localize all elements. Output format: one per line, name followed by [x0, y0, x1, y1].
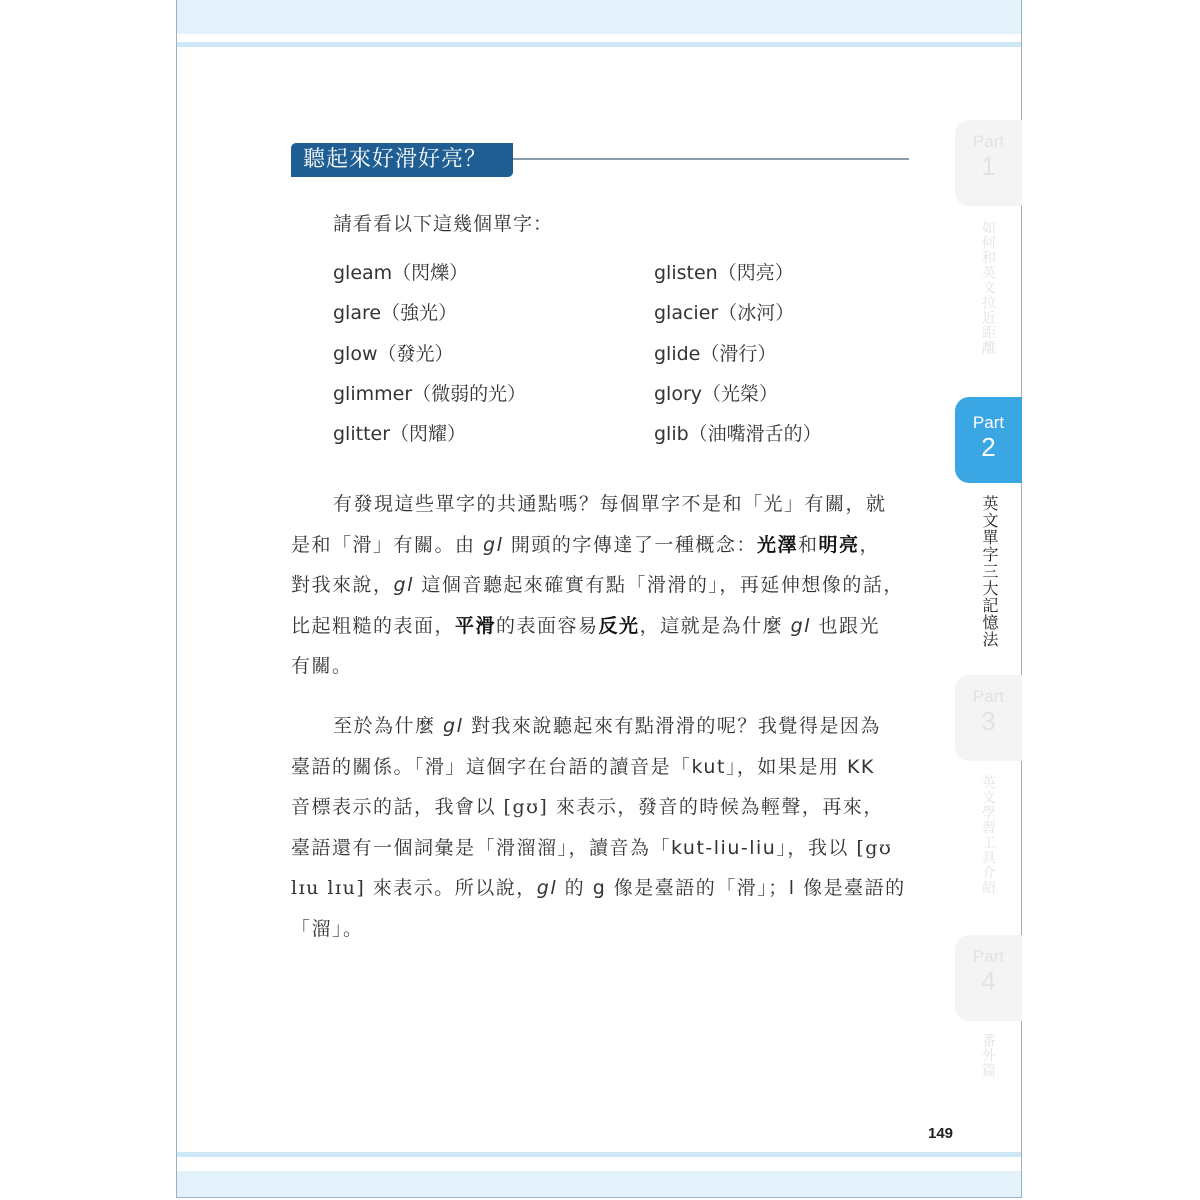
p2-line-2: 臺語的關係。「滑」這個字在台語的讀音是「kut」，如果是用 KK	[291, 755, 875, 778]
word-right-4: glory（光榮）	[654, 383, 779, 405]
word-left-4: glimmer（微弱的光）	[333, 383, 527, 405]
bottom-band-line	[177, 1152, 1021, 1157]
p2-line-1: 至於為什麼 gl 對我來說聽起來有點滑滑的呢？我覺得是因為	[333, 715, 881, 737]
p1-line-1: 有發現這些單字的共通點嗎？每個單字不是和「光」有關，就	[333, 493, 887, 515]
part-2-title: 英文單字三大記憶法	[980, 495, 999, 648]
p2-line-5: lɪu lɪu] 來表示。所以說，gl 的 g 像是臺語的「滑」；l 像是臺語的	[291, 877, 906, 899]
part-4-tab[interactable]	[955, 935, 1022, 1021]
part-2-tab[interactable]	[955, 397, 1022, 483]
paragraph-2	[291, 706, 911, 949]
paragraph-1	[291, 484, 911, 687]
part-2-label: Part	[972, 413, 1005, 432]
word-left-1: gleam（閃爍）	[333, 262, 469, 284]
word-left-3: glow（發光）	[333, 343, 454, 365]
part-3-label: Part	[972, 687, 1005, 706]
intro-text: 請看看以下這幾個單字：	[333, 213, 554, 235]
part-3-number: 3	[981, 706, 996, 736]
part-3-title: 英文學習工具介紹	[980, 775, 996, 895]
bottom-band	[177, 1171, 1021, 1197]
part-4-title: 番外篇	[980, 1033, 996, 1078]
p1-line-2: 是和「滑」有關。由 gl 開頭的字傳達了一種概念：光澤和明亮，	[291, 533, 880, 556]
part-1-tab[interactable]	[955, 120, 1022, 206]
p1-line-3: 對我來說，gl 這個音聽起來確實有點「滑滑的」，再延伸想像的話，	[291, 574, 904, 596]
part-1-title: 如何和英文拉近距離	[980, 220, 996, 355]
p1-line-5: 有關。	[291, 655, 353, 677]
word-left-5: glitter（閃耀）	[333, 423, 467, 445]
section-title: 聽起來好滑好亮？	[291, 143, 513, 177]
word-right-3: glide（滑行）	[654, 343, 777, 365]
part-2-number: 2	[981, 432, 996, 462]
part-4-number: 4	[981, 966, 996, 996]
top-band-line	[177, 42, 1021, 47]
p1-line-4: 比起粗糙的表面，平滑的表面容易反光，這就是為什麼 gl 也跟光	[291, 614, 880, 637]
heading-rule	[513, 158, 909, 160]
part-1-label: Part	[972, 132, 1005, 151]
page-number: 149	[928, 1125, 954, 1142]
top-band	[177, 0, 1021, 34]
word-right-1: glisten（閃亮）	[654, 262, 794, 284]
part-1-number: 1	[981, 151, 996, 181]
p2-line-6: 「溜」。	[291, 917, 364, 940]
word-left-2: glare（強光）	[333, 302, 458, 324]
word-right-2: glacier（冰河）	[654, 302, 795, 324]
part-4-label: Part	[972, 947, 1005, 966]
word-right-5: glib（油嘴滑舌的）	[654, 423, 822, 445]
p2-line-4: 臺語還有一個詞彙是「滑溜溜」，讀音為「kut-liu-liu」，我以 [gʊ	[291, 836, 893, 859]
part-3-tab[interactable]	[955, 675, 1022, 761]
p2-line-3: 音標表示的話，我會以 [gʊ] 來表示，發音的時候為輕聲，再來，	[291, 796, 884, 818]
